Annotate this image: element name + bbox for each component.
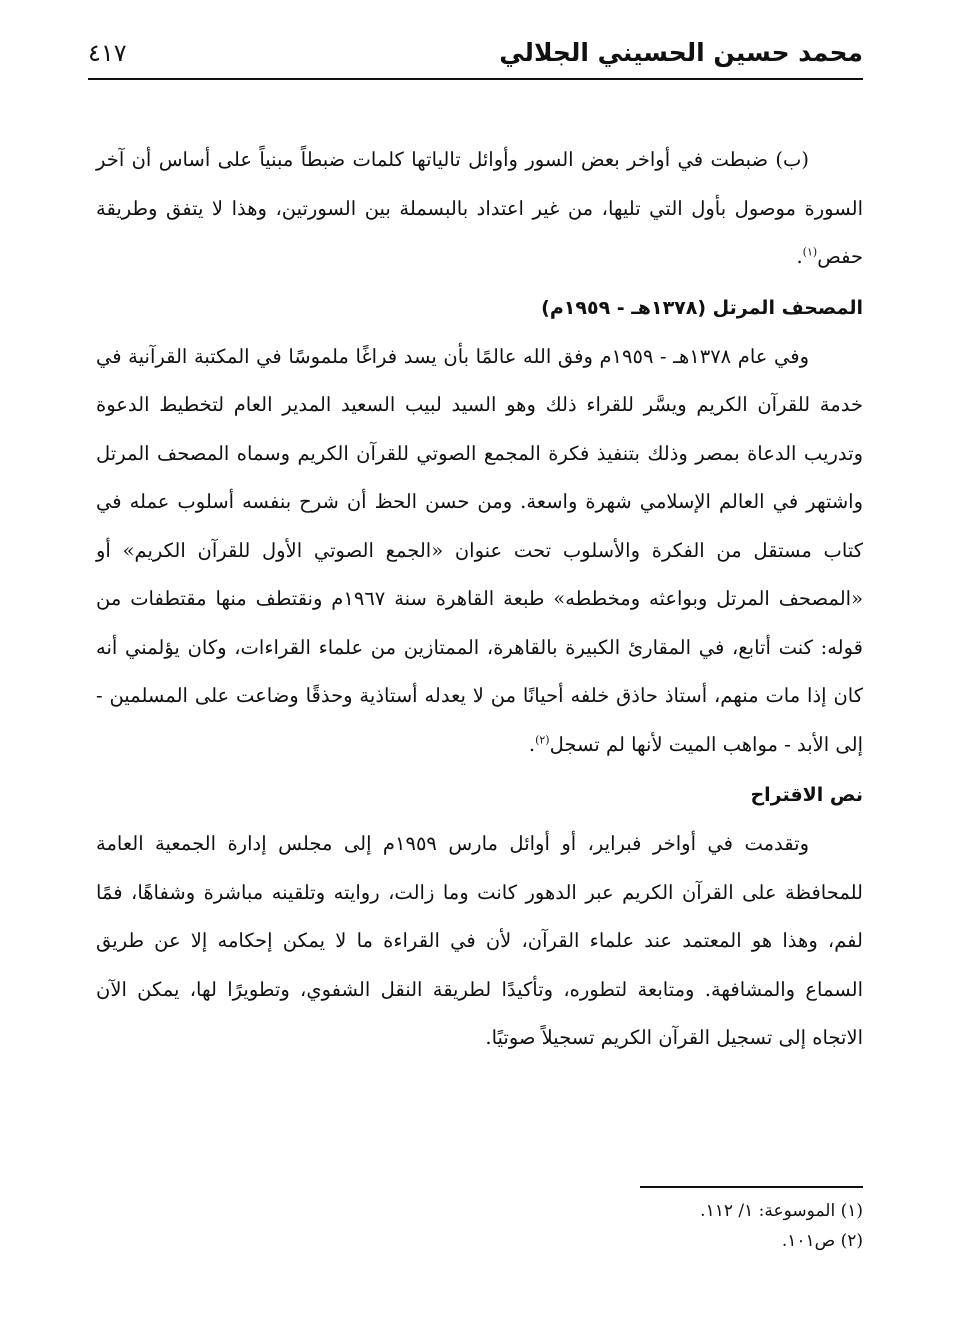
section-heading-proposal: نص الاقتراح — [750, 784, 863, 806]
paragraph-murattal-end: . — [528, 732, 536, 756]
footnote-2: (٢) ص١٠١. — [781, 1231, 863, 1251]
paragraph-b — [96, 136, 863, 282]
paragraph-b-text: (ب) ضبطت في أواخر بعض السور وأوائل تالياتها كلمات ضبطاً مبنياً على أساس أن آخر السورة موصول بأول التي تليها، من غير اعتداد بالبسملة بين السورتين، وهذا لا يتفق وطريقة حفص — [96, 148, 863, 268]
paragraph-murattal-text: وفي عام ١٣٧٨هـ - ١٩٥٩م وفق الله عالمًا بأن يسد فراغًا ملموسًا في المكتبة القرآنية في خدمة للقرآن الكريم ويسَّر للقراء ذلك وهو السيد لبيب السعيد المدير العام لتخطيط الدعوة وتدريب الدعاة بمصر وذلك بتنفيذ فكرة المجمع الصوتي للقرآن الكريم وسماه المصحف المرتل واشتهر في العالم الإسلامي شهرة واسعة. ومن حسن الحظ أن شرح بنفسه أسلوب عمله في كتاب مستقل من الفكرة والأسلوب تحت عنوان «الجمع الصوتي الأول للقرآن الكريم» أو «المصحف المرتل وبواعثه ومخططه» طبعة القاهرة سنة ١٩٦٧م ونقتطف منها مقتطفات من قوله: كنت أتابع، في المقارئ الكبيرة بالقاهرة، الممتازين من علماء القراءات، وكان يؤلمني أنه كان إذا مات منهم، أستاذ حاذق خلفه أحيانًا من لا يعدله أستاذية وحذقًا وضاعت على المسلمين - إلى الأبد - مواهب الميت لأنها لم تسجل — [96, 344, 863, 756]
section-heading-murattal: المصحف المرتل (١٣٧٨هـ - ١٩٥٩م) — [541, 296, 863, 319]
page-body — [96, 136, 863, 1063]
footnotes — [463, 1196, 863, 1256]
footnote-ref-1[interactable]: (١) — [802, 245, 818, 259]
page-header — [88, 28, 863, 78]
footnote-rule — [640, 1186, 863, 1188]
footnote-ref-2[interactable]: (٢) — [535, 733, 550, 746]
paragraph-murattal — [96, 333, 863, 770]
paragraph-proposal: وتقدمت في أواخر فبراير، أو أوائل مارس ١٩٥٩م إلى مجلس إدارة الجمعية العامة للمحافظة على القرآن الكريم عبر الدهور كانت وما زالت، روايته وتلقينه مباشرة وشفاهًا، فمًا لفم، وهذا هو المعتمد عند علماء القرآن، لأن في القراءة ما لا يمكن إحكامه إلا عن طريق السماع والمشافهة. ومتابعة لتطوره، وتأكيدًا لطريقة النقل الشفوي، وتطويرًا لها، يمكن الآن الاتجاه إلى تسجيل القرآن الكريم تسجيلاً صوتيًا. — [96, 832, 863, 1049]
page-number: ٤١٧ — [88, 39, 127, 67]
running-title: محمد حسين الحسيني الجلالي — [499, 38, 863, 67]
paragraph-b-end: . — [796, 245, 803, 268]
header-rule — [88, 78, 863, 80]
footnote-1: (١) الموسوعة: ١/ ١١٢. — [700, 1201, 863, 1221]
